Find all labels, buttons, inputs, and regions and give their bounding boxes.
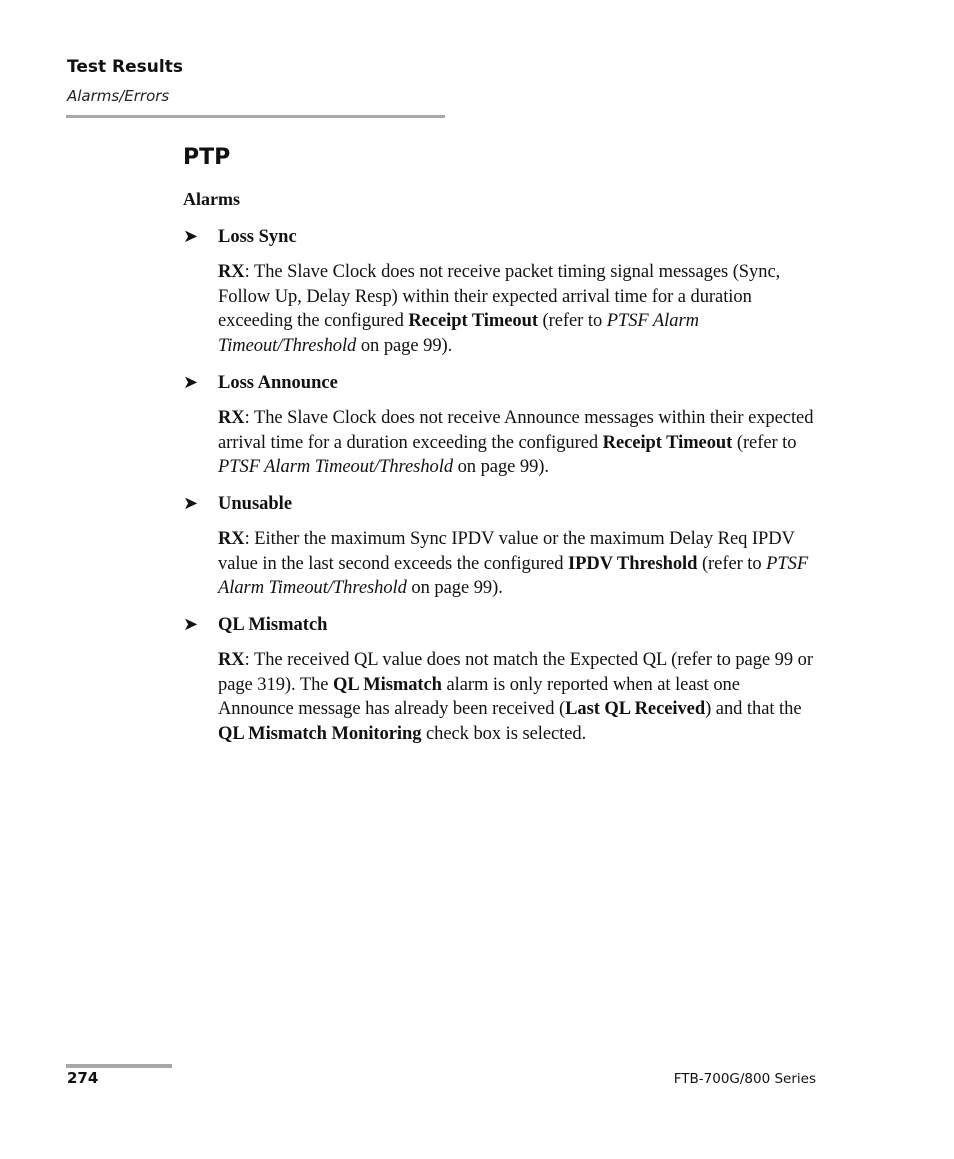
desc-text: on page 99). xyxy=(356,335,453,356)
desc-text: on page 99). xyxy=(453,457,549,478)
section-subtitle: Alarms xyxy=(183,189,240,209)
alarm-title: Unusable xyxy=(218,494,293,514)
setting-name: Receipt Timeout xyxy=(408,311,538,332)
page-number: 274 xyxy=(67,1069,99,1087)
product-series: FTB-700G/800 Series xyxy=(673,1071,816,1087)
alarm-description xyxy=(218,260,818,358)
rx-label: RX xyxy=(218,650,245,670)
checkbox-name: QL Mismatch Monitoring xyxy=(218,723,422,744)
header-title: Test Results xyxy=(67,57,183,77)
desc-text: (refer to xyxy=(697,553,767,574)
footer-rule xyxy=(66,1064,172,1068)
bullet-arrow-icon: ➤ xyxy=(183,226,199,247)
cross-reference: PTSF Alarm Timeout/Threshold xyxy=(218,311,699,356)
alarm-name: QL Mismatch xyxy=(333,674,442,695)
rx-label: RX xyxy=(218,408,245,428)
setting-name: Receipt Timeout xyxy=(602,432,733,453)
alarm-title: Loss Sync xyxy=(218,227,297,247)
desc-text: (refer to xyxy=(732,432,797,453)
bullet-arrow-icon: ➤ xyxy=(183,372,199,393)
header-subtitle: Alarms/Errors xyxy=(67,87,170,105)
desc-text: : Either the maximum Sync IPDV value or the maximum Delay Req IPDV value in the last second exceeds the configured xyxy=(218,529,795,574)
desc-text: ) and that the xyxy=(705,699,802,720)
desc-text: (refer to xyxy=(537,311,607,332)
desc-text: : The Slave Clock does not receive packet timing signal messages (Sync, Follow Up, Delay Resp) within their expected arrival time for a duration exceeding the configured xyxy=(218,262,781,332)
cross-reference: PTSF Alarm Timeout/Threshold xyxy=(218,457,454,478)
desc-text: : The Slave Clock does not receive Announce messages within their expected arrival time for a duration exceeding the configured xyxy=(218,408,814,453)
alarm-title: QL Mismatch xyxy=(218,615,328,635)
desc-text: alarm is only reported when at least one Announce message has already been received ( xyxy=(218,674,740,720)
alarm-title: Loss Announce xyxy=(218,373,338,393)
alarm-description xyxy=(218,648,818,746)
header-rule xyxy=(66,115,445,118)
rx-label: RX xyxy=(218,529,245,549)
desc-text: on page 99). xyxy=(406,578,503,599)
desc-text: check box is selected. xyxy=(421,723,587,744)
cross-reference: PTSF Alarm Timeout/Threshold xyxy=(218,553,809,599)
field-name: Last QL Received xyxy=(565,699,706,720)
bullet-arrow-icon: ➤ xyxy=(183,614,199,635)
desc-text: : The received QL value does not match the Expected QL (refer to page 99 or page 319). The xyxy=(218,650,813,695)
rx-label: RX xyxy=(218,262,245,282)
section-title: PTP xyxy=(183,145,231,170)
alarm-description xyxy=(218,527,818,601)
alarm-description xyxy=(218,406,818,480)
setting-name: IPDV Threshold xyxy=(568,553,698,574)
bullet-arrow-icon: ➤ xyxy=(183,493,199,514)
